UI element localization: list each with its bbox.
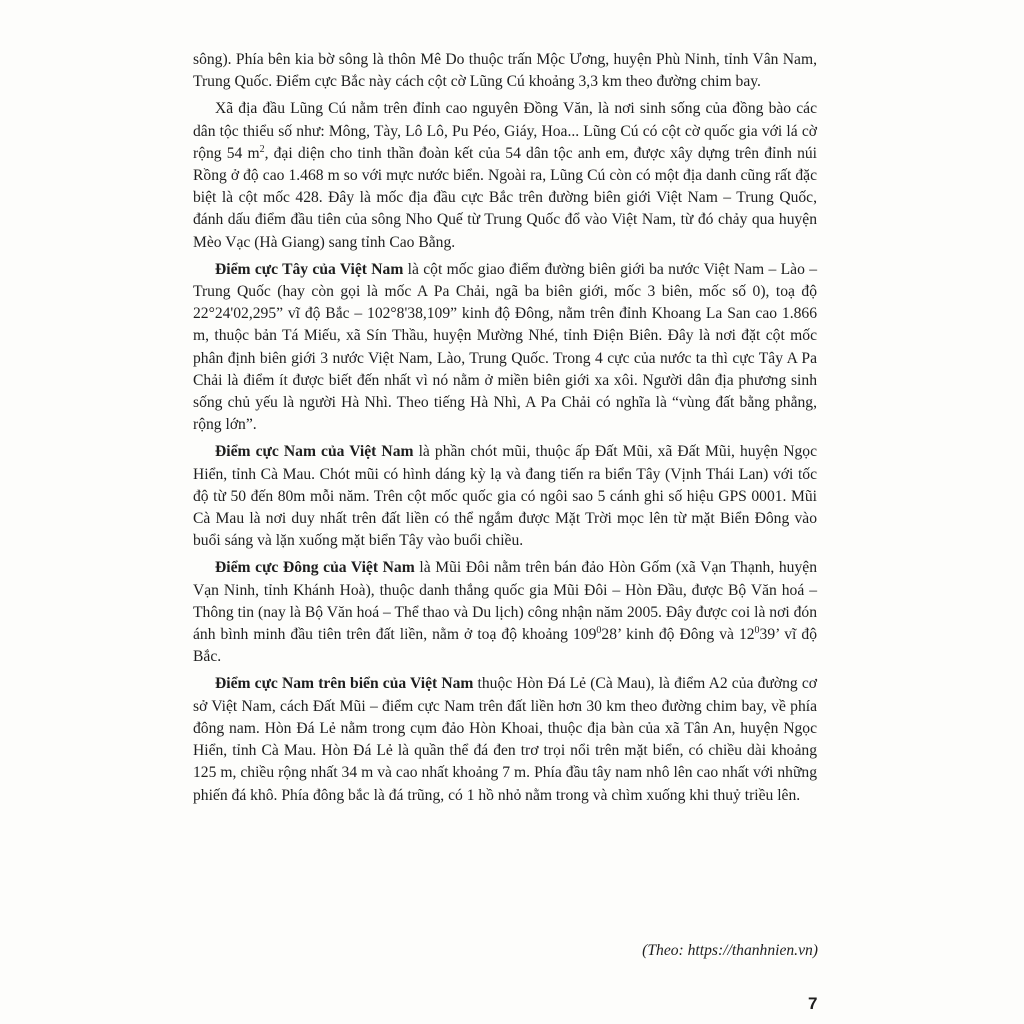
superscript-degree: 0 <box>754 624 760 636</box>
paragraph-lead-heading: Điểm cực Tây của Việt Nam <box>215 260 404 278</box>
paragraph-lung-cu <box>193 98 817 253</box>
paragraph-text-part: Xã địa đầu Lũng Cú nằm trên đỉnh cao nguyên Đồng Văn, là nơi sinh sống của đồng bào các dân tộc thiểu số như: Mông, Tày, Lô Lô, Pu Péo, Giáy, Hoa... Lũng Cú có cột cờ quốc gia với lá cờ rộng 54 m <box>193 100 817 162</box>
paragraph-lead-heading: Điểm cực Nam của Việt Nam <box>215 443 414 461</box>
superscript-2: 2 <box>259 143 265 155</box>
paragraph-westernmost-point <box>193 259 817 437</box>
paragraph-text-part: là Mũi Đôi nằm trên bán đảo Hòn Gốm (xã Vạn Thạnh, huyện Vạn Ninh, tỉnh Khánh Hoà), thuộc danh thắng quốc gia Mũi Đôi – Hòn Đầu, được Bộ Văn hoá – Thông tin (nay là Bộ Văn hoá – Thể thao và Du lịch) công nhận năm 2005. Đây được coi là nơi đón ánh bình minh đầu tiên trên đất liền, nằm ở toạ độ khoảng 109 <box>193 559 817 644</box>
superscript-degree: 0 <box>596 624 602 636</box>
paragraph-text-part: , đại diện cho tinh thần đoàn kết của 54 dân tộc anh em, được xây dựng trên đỉnh núi Rồng ở độ cao 1.468 m so với mực nước biển. Ngoài ra, Lũng Cú còn có một địa danh cũng rất đặc biệt là cột mốc 428. Đây là mốc địa đầu cực Bắc trên đường biên giới Việt Nam – Trung Quốc, đánh dấu điểm đầu tiên của sông Nho Quế từ Trung Quốc đổ vào Việt Nam, từ đó chảy qua huyện Mèo Vạc (Hà Giang) sang tỉnh Cao Bằng. <box>193 144 817 251</box>
paragraph-text: thuộc Hòn Đá Lẻ (Cà Mau), là điểm A2 của đường cơ sở Việt Nam, cách Đất Mũi – điểm cực Nam trên đất liền hơn 30 km theo đường chim bay, về phía đông nam. Hòn Đá Lẻ nằm trong cụm đảo Hòn Khoai, thuộc địa bàn của xã Tân An, huyện Ngọc Hiển, tỉnh Cà Mau. Hòn Đá Lẻ là quần thể đá đen trơ trọi nổi trên mặt biển, có chiều dài khoảng 125 m, chiều rộng nhất 34 m và cao nhất khoảng 7 m. Phía đầu tây nam nhô lên cao nhất với những phiến đá khô. Phía đông bắc là đá trũng, có 1 hồ nhỏ nằm trong và chìm xuống khi thuỷ triều lên. <box>193 675 817 804</box>
page-number: 7 <box>808 994 818 1013</box>
paragraph-text-part: 28’ kinh độ Đông và 12 <box>601 626 755 644</box>
paragraph-text-part: 39’ vĩ độ Bắc. <box>193 626 817 666</box>
paragraph-lead-heading: Điểm cực Đông của Việt Nam <box>215 559 415 577</box>
paragraph-text: là phần chót mũi, thuộc ấp Đất Mũi, xã Đất Mũi, huyện Ngọc Hiển, tỉnh Cà Mau. Chót mũi có hình dáng kỳ lạ và đang tiến ra biển Tây (Vịnh Thái Lan) với tốc độ từ 50 đến 80m mỗi năm. Trên cột mốc quốc gia có ngôi sao 5 cánh ghi số hiệu GPS 0001. Mũi Cà Mau là nơi duy nhất trên đất liền có thể ngắm được Mặt Trời mọc lên từ mặt Biển Đông vào buổi sáng và lặn xuống mặt biển Tây vào buổi chiều. <box>193 443 817 550</box>
paragraph-text: là cột mốc giao điểm đường biên giới ba nước Việt Nam – Lào – Trung Quốc (hay còn gọi là mốc A Pa Chải, ngã ba biên giới, mốc 3 biên, mốc số 0), toạ độ 22°24'02,295” vĩ độ Bắc – 102°8'38,109” kinh độ Đông, nằm trên đỉnh Khoang La San cao 1.866 m, thuộc bản Tá Miếu, xã Sín Thầu, huyện Mường Nhé, tỉnh Điện Biên. Đây là nơi đặt cột mốc phân định biên giới 3 nước Việt Nam, Lào, Trung Quốc. Trong 4 cực của nước ta thì cực Tây A Pa Chải là điểm ít được biết đến nhất vì nó nằm ở miền biên giới xa xôi. Người dân địa phương sinh sống chủ yếu là người Hà Nhì. Theo tiếng Hà Nhì, A Pa Chải có nghĩa là “vùng đất bằng phẳng, rộng lớn”. <box>193 260 817 434</box>
paragraph-southernmost-sea-point <box>193 673 817 806</box>
paragraph-text: sông). Phía bên kia bờ sông là thôn Mê Do thuộc trấn Mộc Ương, huyện Phù Ninh, tỉnh Vân Nam, Trung Quốc. Điểm cực Bắc này cách cột cờ Lũng Cú khoảng 3,3 km theo đường chim bay. <box>193 51 817 91</box>
source-citation: (Theo: https://thanhnien.vn) <box>642 942 818 959</box>
paragraph-southernmost-point <box>193 441 817 552</box>
page-body-text <box>193 49 817 807</box>
paragraph-easternmost-point <box>193 557 817 668</box>
paragraph-continued <box>193 49 817 93</box>
paragraph-lead-heading: Điểm cực Nam trên biển của Việt Nam <box>215 675 474 693</box>
